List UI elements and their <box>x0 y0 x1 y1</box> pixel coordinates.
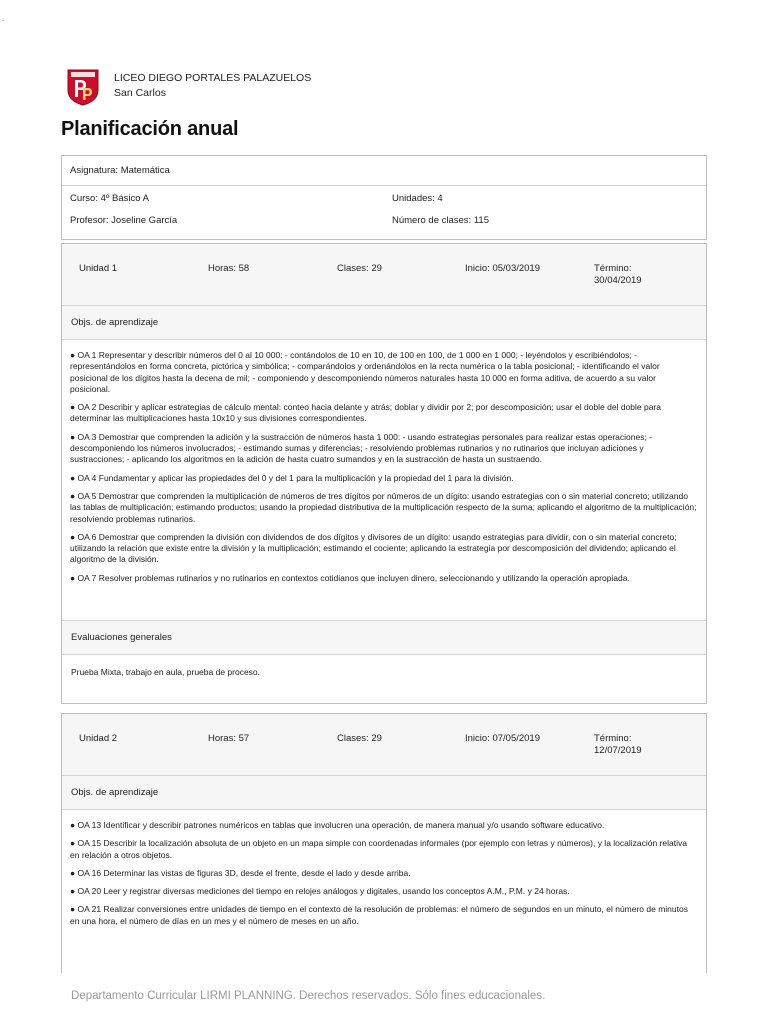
list-item: ● OA 20 Leer y registrar diversas mediciones del tiempo en relojes análogos y digitales, usando los conceptos A.M., P.M. y 24 horas. <box>70 886 570 897</box>
list-item: ● OA 3 Demostrar que comprenden la adición y la sustracción de números hasta 1 000: - usando estrategias personales para realizar estas operaciones; - descomponiendo los números involucrados; - estimando sumas y diferencias; - resolviendo problemas rutinarios y no rutinarios que incluyan adiciones y sustracciones; - aplicando los algoritmos en la adición de hasta cuatro sumandos y en la sustracción de hasta un sustraendo. <box>70 431 653 465</box>
page-title: Planificación anual <box>61 118 239 140</box>
unit-card <box>61 713 707 973</box>
unit-start: Inicio: 07/05/2019 <box>465 733 541 744</box>
unit-end <box>594 263 642 287</box>
unit-end-label: Término: <box>594 263 632 274</box>
evaluations-text: Prueba Mixta, trabajo en aula, prueba de proceso. <box>71 666 261 677</box>
objectives-list <box>62 340 706 620</box>
unit-hours: Horas: 57 <box>208 733 250 744</box>
unit-name: Unidad 2 <box>79 733 118 744</box>
list-item: ● OA 16 Determinar las vistas de figuras 3D, desde el frente, desde el lado y desde arriba. <box>70 867 411 878</box>
list-item: ● OA 15 Describir la localización absoluta de un objeto en un mapa simple con coordenadas informales (por ejemplo con letras y números), y la localización relativa en relación a otros objetos. <box>70 838 687 860</box>
unit-header <box>62 714 706 776</box>
objectives-list <box>62 810 706 975</box>
list-item: ● OA 4 Fundamentar y aplicar las propiedades del 0 y del 1 para la multiplicación y la propiedad del 1 para la división. <box>70 472 514 483</box>
subject-label: Asignatura: Matemática <box>70 165 170 176</box>
course-label: Curso: 4º Básico A <box>70 193 149 204</box>
unit-end <box>594 733 642 757</box>
objectives-header: Objs. de aprendizaje <box>62 776 706 810</box>
unit-classes: Clases: 29 <box>337 733 382 744</box>
school-logo-icon <box>66 68 100 106</box>
unit-end-label: Término: <box>594 733 632 744</box>
unit-hours: Horas: 58 <box>208 263 250 274</box>
unit-card <box>61 243 707 704</box>
list-item: ● OA 21 Realizar conversiones entre unidades de tiempo en el contexto de la resolución de problemas: el número de segundos en un minuto, el número de minutos en una hora, el número de días en un mes y el número de meses en un año. <box>70 904 688 926</box>
list-item: ● OA 5 Demostrar que comprenden la multiplicación de números de tres dígitos por números de un dígito: usando estrategias con o sin material concreto; utilizando las tablas de multiplicación; estimando productos; usando la propiedad distributiva de la multiplicación respecto de la suma; aplicando el algoritmo de la multiplicación; resolviendo problemas rutinarios. <box>70 490 697 524</box>
unit-header <box>62 244 706 306</box>
unit-end-date: 12/07/2019 <box>594 745 642 756</box>
unit-name: Unidad 1 <box>79 263 118 274</box>
list-item: ● OA 7 Resolver problemas rutinarios y no rutinarios en contextos cotidianos que incluyen dinero, seleccionando y utilizando la operación apropiada. <box>70 572 630 583</box>
class-count: Número de clases: 115 <box>392 215 489 226</box>
objectives-header: Objs. de aprendizaje <box>62 306 706 340</box>
list-item: ● OA 6 Demostrar que comprenden la división con dividendos de dos dígitos y divisores de un dígito: usando estrategias para dividir, con o sin material concreto; utilizando la relación que existe entre la división y la multiplicación; estimando el cociente; aplicando la estrategia por descomposición del dividendo; aplicando el algoritmo de la división. <box>70 531 677 565</box>
list-item: ● OA 13 Identificar y describir patrones numéricos en tablas que involucren una operación, de manera manual y/o usando software educativo. <box>70 820 605 830</box>
list-item: ● OA 2 Describir y aplicar estrategias de cálculo mental: conteo hacia delante y atrás; doblar y dividir por 2; por descomposición; usar el doble del doble para determinar las multiplicaciones hasta 10x10 y sus divisiones correspondientes. <box>70 402 662 424</box>
footer-notice: Departamento Curricular LIRMI PLANNING. Derechos reservados. Sólo fines educacionales. <box>71 990 546 1002</box>
school-header <box>66 68 311 106</box>
unit-classes: Clases: 29 <box>337 263 382 274</box>
unit-start: Inicio: 05/03/2019 <box>465 263 541 274</box>
unit-end-date: 30/04/2019 <box>594 275 642 286</box>
corner-mark: . <box>2 14 5 23</box>
course-info-box <box>61 155 707 240</box>
teacher-label: Profesor: Joseline García <box>70 215 178 226</box>
units-count: Unidades: 4 <box>392 193 443 204</box>
list-item: ● OA 1 Representar y describir números del 0 al 10 000: - contándolos de 10 en 10, de 100 en 100, de 1 000 en 1 000; - leyéndolos y escribiéndolos; - representándolos en forma concreta, pictórica y simbólica; - comparándolos y ordenándolos en la recta numérica o la tabla posicional; - identificando el valor posicional de los dígitos hasta la decena de mil; - componiendo y descomponiendo números naturales hasta 10 000 en forma aditiva, de acuerdo a su valor posicional. <box>70 350 660 394</box>
evaluations-header: Evaluaciones generales <box>62 620 706 655</box>
subject-row <box>62 156 706 186</box>
school-city: San Carlos <box>114 87 166 99</box>
school-name: LICEO DIEGO PORTALES PALAZUELOS <box>114 72 312 84</box>
course-details <box>62 186 706 241</box>
